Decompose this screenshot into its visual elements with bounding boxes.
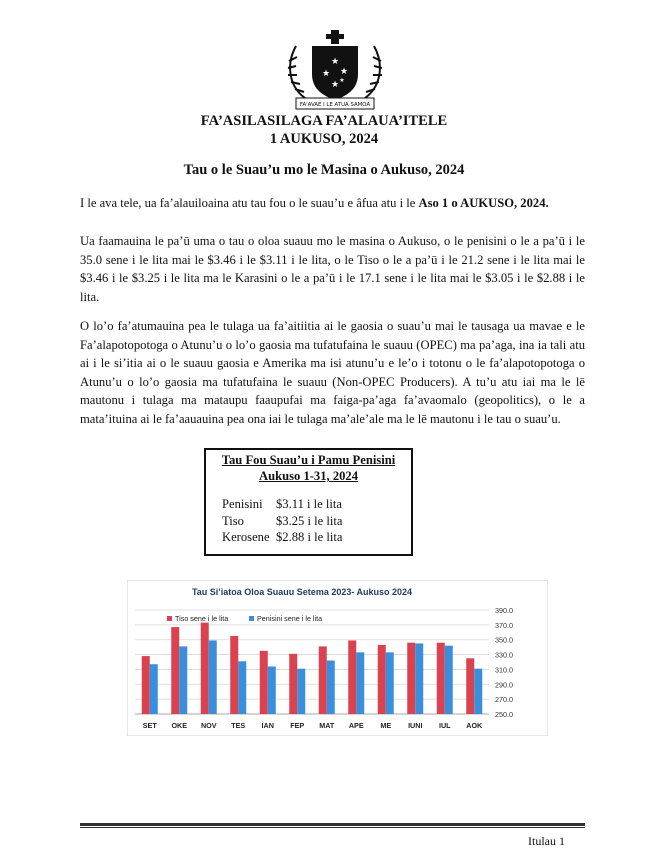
bar-tiso [466, 658, 474, 714]
bar-penisini [327, 661, 335, 714]
x-tick-label: ME [380, 721, 392, 730]
bar-penisini [415, 643, 423, 714]
fuel-price: $3.25 i le lita [276, 514, 343, 528]
bar-penisini [474, 669, 482, 714]
bar-tiso [142, 656, 150, 714]
fuel-price: $3.11 i le lita [276, 497, 342, 511]
x-tick-label: SET [142, 721, 157, 730]
svg-text:★: ★ [330, 80, 340, 90]
bar-tiso [437, 643, 445, 714]
bar-penisini [386, 652, 394, 714]
y-tick-label: 330.0 [495, 650, 513, 660]
fuel-name: Tiso [222, 514, 244, 528]
price-box-title: Tau Fou Suau’u i Pamu Penisini [221, 453, 396, 467]
legend-swatch [167, 616, 172, 621]
cross-emblem [326, 30, 344, 44]
y-tick-label: 270.0 [495, 695, 513, 705]
y-tick-label: 390.0 [495, 606, 513, 615]
x-tick-label: IUL [438, 721, 451, 730]
bar-tiso [230, 636, 238, 714]
price-box-period: Aukuso 1-31, 2024 [258, 469, 359, 483]
x-tick-label: TES [231, 721, 246, 730]
fuel-price: $2.88 i le lita [276, 530, 343, 544]
y-tick-label: 370.0 [495, 620, 513, 630]
notice-subject: Tau o le Suau’u mo le Masina o Aukuso, 2024 [183, 162, 465, 178]
x-tick-label: OKE [171, 721, 188, 730]
svg-text:★: ★ [339, 67, 349, 77]
x-tick-label: AOK [466, 721, 483, 730]
page-number: Itulau 1 [528, 834, 565, 848]
bar-tiso [289, 654, 297, 714]
x-tick-label: IAN [261, 721, 274, 730]
footer-rule-thin [80, 827, 585, 828]
x-tick-label: IUNI [408, 721, 423, 730]
laurel-right [362, 46, 382, 100]
price-row [222, 497, 342, 512]
svg-text:★: ★ [339, 77, 345, 84]
intro-text: I le ava tele, ua fa’alauiloaina atu tau fou o le suau’u e âfua atu i le [80, 196, 419, 210]
legend-label: Tiso sene i le lita [175, 614, 229, 623]
svg-text:★: ★ [321, 69, 331, 79]
laurel-left [288, 46, 308, 100]
intro-paragraph [80, 194, 585, 213]
x-tick-label: FEP [290, 721, 305, 730]
bar-tiso [407, 643, 415, 714]
y-tick-label: 290.0 [495, 680, 513, 690]
bar-penisini [356, 652, 364, 714]
price-row [222, 530, 342, 545]
footer-rule [80, 823, 585, 826]
fuel-name: Kerosene [222, 530, 270, 544]
svg-text:★: ★ [330, 57, 340, 67]
notice-heading: FA’ASILASILAGA FA’ALAUA’ITELE [200, 113, 448, 129]
bar-penisini [268, 666, 276, 714]
bar-tiso [260, 651, 268, 714]
fuel-name: Penisini [222, 497, 263, 511]
bar-penisini [150, 664, 158, 714]
bar-penisini [238, 661, 246, 714]
x-tick-label: MAT [319, 721, 335, 730]
price-row [222, 514, 342, 529]
y-tick-label: 310.0 [495, 665, 513, 675]
price-change-paragraph: Ua faamauina le pa’ū uma o tau o oloa suauu mo le masina o Aukuso, o le penisini o le a pa’ū i le 35.0 sene i le lita mai le $3.46 i le $3.11 i le lita, o le Tiso o le a pa’ū i le 21.2 sene i le lita mai le $3.46 i le $3.25 i le lita ma le Karasini o le a pa’ū i le 17.1 sene i le lita mai le $3.05 i le $2.88 i le lita. [80, 234, 585, 304]
x-tick-label: APE [348, 721, 364, 730]
intro-date-bold: Aso 1 o AUKUSO, 2024. [418, 196, 549, 210]
coat-of-arms-seal [282, 30, 388, 110]
y-tick-label: 350.0 [495, 635, 513, 645]
bar-tiso [319, 646, 327, 714]
motto-text: FA'AVAE I LE ATUA SAMOA [299, 102, 371, 108]
shield [312, 46, 358, 100]
chart-background [127, 580, 548, 736]
fuel-price-chart [127, 580, 548, 736]
bar-penisini [209, 640, 217, 714]
bar-tiso [171, 627, 179, 714]
legend-label: Penisini sene i le lita [257, 614, 323, 623]
bar-penisini [297, 669, 305, 714]
price-box [204, 448, 413, 556]
notice-date: 1 AUKUSO, 2024 [269, 131, 379, 147]
y-tick-label: 250.0 [495, 710, 513, 719]
bar-tiso [378, 645, 386, 714]
bar-penisini [445, 646, 453, 714]
chart-title: Tau Si’iatoa Oloa Suauu Setema 2023- Aukuso 2024 [191, 587, 413, 597]
opec-paragraph: O lo’o fa’atumauina pea le tulaga ua fa’aitiitia ai le gaosia o suau’u mai le tausaga ua mavae e le Fa’alapotopotoga o Atunu’u o lo’o gaosia ma tufatufaina le suauu (OPEC) ma pa’aga, ina ia tali atu ai i le si’itia ai o le suauu gaosia e Amerika ma isi atunu’u e le’o i totonu o le fa’alapotopotoga o Atunu’u o lo’o gaosia ma tufatufaina le suauu (Non-OPEC Producers). A tu’u atu iai ma le lē mautonu i tulaga ma mataupu faaupufai ma faiga-pa’aga fa’avaomalo (geopolitics), o le a mata’ituina ai le fa’aauauina pea ona iai le tulaga ma’ale’ale ma le lē mautonu i le tau o suau’u. [80, 319, 585, 426]
bar-penisini [179, 646, 187, 714]
x-tick-label: NOV [200, 721, 217, 730]
bar-tiso [201, 623, 209, 714]
bar-tiso [348, 640, 356, 714]
legend-swatch [249, 616, 254, 621]
